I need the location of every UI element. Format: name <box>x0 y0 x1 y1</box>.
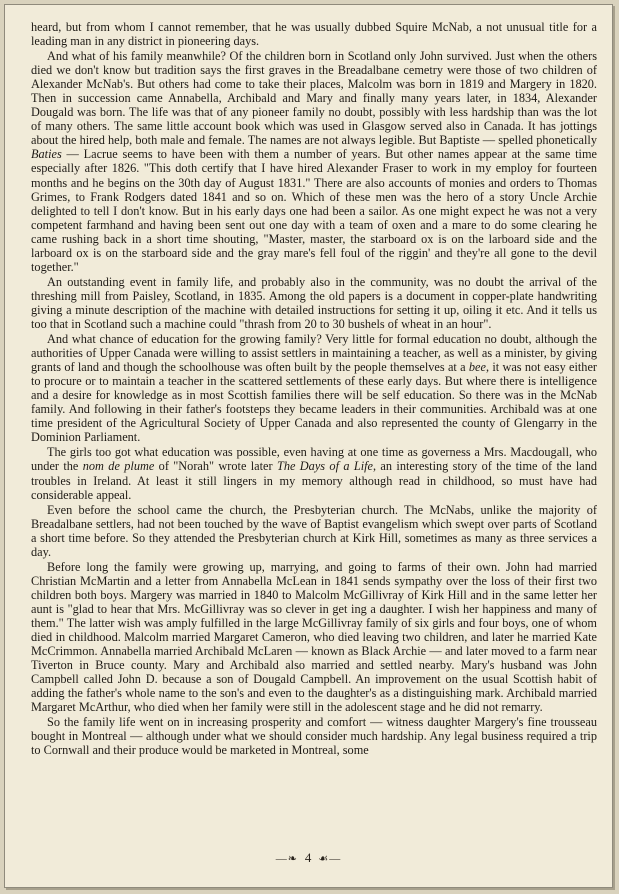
paragraph-threshing-mill: An outstanding event in family life, and probably also in the community, was no doubt the arrival of the threshing mill from Paisley, Scotland, in 1835. Among the old papers is a document in copper-plate handwriting giving a minute description of the machine with detailed instructions for setting it up, oiling it etc. And it tells us too that in Scotland such a machine could "thrash from 20 to 30 bushels of wheat in an hour". <box>31 274 597 331</box>
paragraph-girls-education: The girls too got what education was possible, even having at one time as governess a Mrs. Macdougall, who under the nom de plume of "Norah" wrote later The Days of a Life, an interesting story of the time of the land troubles in Ireland. At least it still lingers in my memory although read in childhood, so must have had considerable appeal. <box>31 445 597 502</box>
paragraph-continuation: heard, but from whom I cannot remember, that he was usually dubbed Squire McNab, a not unusual title for a leading man in any district in pioneering days. <box>31 20 597 49</box>
paragraph-church: Even before the school came the church, the Presbyterian church. The McNabs, unlike the majority of Breadalbane settlers, had not been touched by the wave of Baptist evangelism which swept over parts of Scotland a short time before. So they attended the Presbyterian church at Kirk Hill, sometimes as many as three services a day. <box>31 502 597 559</box>
body-text <box>31 20 597 757</box>
book-page <box>4 4 613 888</box>
paragraph-family: And what of his family meanwhile? Of the children born in Scotland only John survived. Just when the others died we don't know but tradition says the first graves in the Breadalbane cemetry were those of two children of Alexander McNab's. But others had come to take their places, Malcolm was born in 1819 and Margery in 1820. Then in succession came Annabella, Archibald and Mary and finally many years later, in 1834, Alexander Dougald was born. The life was that of any pioneer family no doubt, possibly with less hardship than was the lot of many others. The same little account book which was used in Glasgow served also in Canada. It has jottings about the hired help, both male and female. The names are not always legible. But Baptiste — spelled phonetically Baties — Lacrue seems to have been with them a number of years. But other names appear at the same time especially after 1826. "This doth certify that I have hired Alexander Fraser to work in my employ for fourteen months and he begins on the 30th day of August 1831." There are also accounts of monies and orders to Thomas Grimes, to Frank Rodgers dated 1841 and so on. Which of these men was the hero of a story Uncle Archie delighted to tell I don't know. But in his early days one had been a sailor. As one might expect he was not a very competent farmhand and having been sent out one day with a team of oxen and a mare to do some clearing he came rushing back in a short time shouting, "Master, master, the starboard ox is on the larboard side and the larboard ox is on the starboard side and the gray mare's fell foul of the riggin' and they're all gone to the devil together." <box>31 49 597 274</box>
page-footer <box>5 850 612 866</box>
paragraph-marriages: Before long the family were growing up, marrying, and going to farms of their own. John had married Christian McMartin and a letter from Annabella McLean in 1841 sends sympathy over the loss of their first two children both boys. Margery was married in 1840 to Malcolm McGillivray of Kirk Hill and in the same letter her aunt is "glad to hear that Mrs. McGillivray was so clever in get ing a daughter. I wish her happiness and many of them." The latter wish was amply fulfilled in the large McGillivray family of six girls and four boys, one of whom died in childhood. Malcolm married Margaret Cameron, who died leaving two children, and later he married Kate McCrimmon. Annabella married Archibald McLaren — known as Black Archie — and later moved to a farm near Tiverton in Bruce county. Mary and Archibald also married and settled nearby. Mary's husband was John Campbell called John D. because a son of Dougald Campbell. An improvement on the usual Scottish habit of adding the father's whole name to the son's and even to the daughter's as a distinguishing mark. Archibald married Margaret McArthur, who died when her family were still in the adolescent stage and he did not remarry. <box>31 559 597 715</box>
ornament-right-icon: ☙— <box>318 853 342 865</box>
ornament-left-icon: —❧ <box>275 853 298 865</box>
page-number: 4 <box>304 850 312 865</box>
paragraph-education: And what chance of education for the growing family? Very little for formal education no doubt, although the authorities of Upper Canada were willing to assist settlers in maintaining a teacher, as well as a minister, by giving grants of land and though the schoolhouse was often built by the people themselves at a bee, it was not easy either to procure or to maintain a teacher in the scattered settlements of these early days. But where there is intelligence and a desire for knowledge as in most Scottish families there will be self education. So there was in the McNab family. And following in their father's footsteps they became leaders in their communities. Archibald was at one time president of the Agricultural Society of Upper Canada and also represented the county of Glengarry in the Dominion Parliament. <box>31 332 597 445</box>
paragraph-family-life: So the family life went on in increasing prosperity and comfort — witness daughter Margery's fine trousseau bought in Montreal — although under what we should consider much hardship. Any legal business required a trip to Cornwall and their produce would be marketed in Montreal, some <box>31 715 597 758</box>
